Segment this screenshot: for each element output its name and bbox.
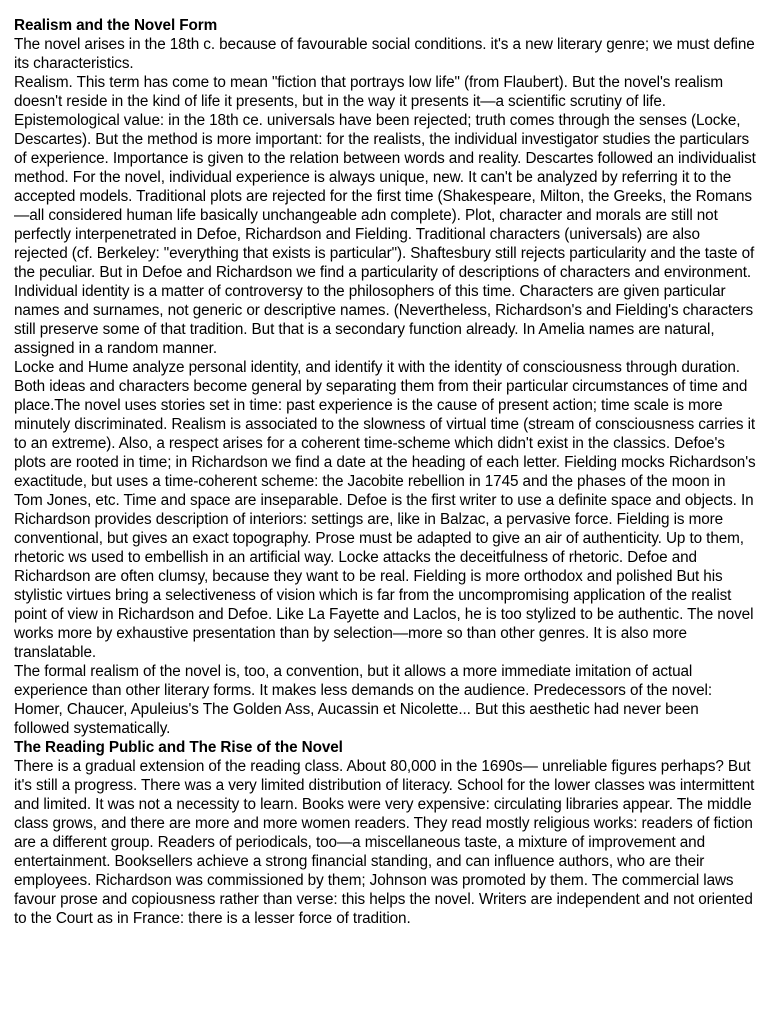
paragraph: Locke and Hume analyze personal identity, and identify it with the identity of consciousness through duration. Both ideas and characters become general by separating them from their particular circumstances of time and place.The novel uses stories set in time: past experience is the cause of present action; time scale is more minutely discriminated. Realism is associated to the slowness of virtual time (stream of consciousness carries it to an extreme). Also, a respect arises for a coherent time-scheme which didn't exist in the classics. Defoe's plots are rooted in time; in Richardson we find a date at the heading of each letter. Fielding mocks Richardson's exactitude, but uses a time-coherent scheme: the Jacobite rebellion in 1745 and the phases of the moon in Tom Jones, etc. Time and space are inseparable. Defoe is the first writer to use a definite space and objects. In Richardson provides description of interiors: settings are, like in Balzac, a pervasive force. Fielding is more conventional, but gives an exact topography. Prose must be adapted to give an air of authenticity. Up to them, rhetoric ws used to embellish in an artificial way. Locke attacks the deceitfulness of rhetoric. Defoe and Richardson are often clumsy, because they want to be real. Fielding is more orthodox and polished But his stylistic virtues bring a selectiveness of vision which is far from the uncompromising application of the realist point of view in Richardson and Defoe. Like La Fayette and Laclos, he is too stylized to be authentic. The novel works more by exhaustive presentation than by selection—more so than other genres. It is also more translatable. — [14, 359, 756, 661]
paragraph: There is a gradual extension of the reading class. About 80,000 in the 1690s— unreliable figures perhaps? But it's still a progress. There was a very limited distribution of literacy. School for the lower classes was intermittent and limited. It was not a necessity to learn. Books were very expensive: circulating libraries appear. The middle class grows, and there are more and more women readers. They read mostly religious works: readers of fiction are a different group. Readers of periodicals, too—a miscellaneous taste, a mixture of improvement and entertainment. Booksellers achieve a strong financial standing, and can influence authors, who are their employees. Richardson was commissioned by them; Johnson was promoted by them. The commercial laws favour prose and copiousness rather than verse: this helps the novel. Writers are independent and not oriented to the Court as in France: there is a lesser force of tradition. — [14, 758, 755, 927]
section-realism-and-novel-form — [14, 16, 756, 738]
paragraph: The novel arises in the 18th c. because of favourable social conditions. it's a new literary genre; we must define its characteristics. — [14, 36, 755, 72]
section-heading: The Reading Public and The Rise of the Novel — [14, 739, 343, 756]
section-reading-public — [14, 738, 756, 928]
paragraph: The formal realism of the novel is, too, a convention, but it allows a more immediate imitation of actual experience than other literary forms. It makes less demands on the audience. Predecessors of the novel: Homer, Chaucer, Apuleius's The Golden Ass, Aucassin et Nicolette... But this aesthetic had never been followed systematically. — [14, 663, 712, 737]
paragraph: Realism. This term has come to mean "fiction that portrays low life" (from Flaubert). But the novel's realism doesn't reside in the kind of life it presents, but in the way it presents it—a scientific scrutiny of life. Epistemological value: in the 18th ce. universals have been rejected; truth comes through the senses (Locke, Descartes). But the method is more important: for the realists, the individual investigator studies the particulars of experience. Importance is given to the relation between words and reality. Descartes followed an individualist method. For the novel, individual experience is always unique, new. It can't be analyzed by referring it to the accepted models. Traditional plots are rejected for the first time (Shakespeare, Milton, the Greeks, the Romans—all considered human life basically unchangeable adn complete). Plot, character and morals are still not perfectly interpenetrated in Defoe, Richardson and Fielding. Traditional characters (universals) are also rejected (cf. Berkeley: "everything that exists is particular"). Shaftesbury still rejects particularity and the taste of the peculiar. But in Defoe and Richardson we find a particularity of descriptions of characters and environment. Individual identity is a matter of controversy to the philosophers of this time. Characters are given particular names and surnames, not generic or descriptive names. (Nevertheless, Richardson's and Fielding's characters still preserve some of that tradition. But that is a secondary function already. In Amelia names are natural, assigned in a random manner. — [14, 74, 756, 357]
document-page — [14, 16, 756, 928]
section-heading: Realism and the Novel Form — [14, 17, 218, 34]
